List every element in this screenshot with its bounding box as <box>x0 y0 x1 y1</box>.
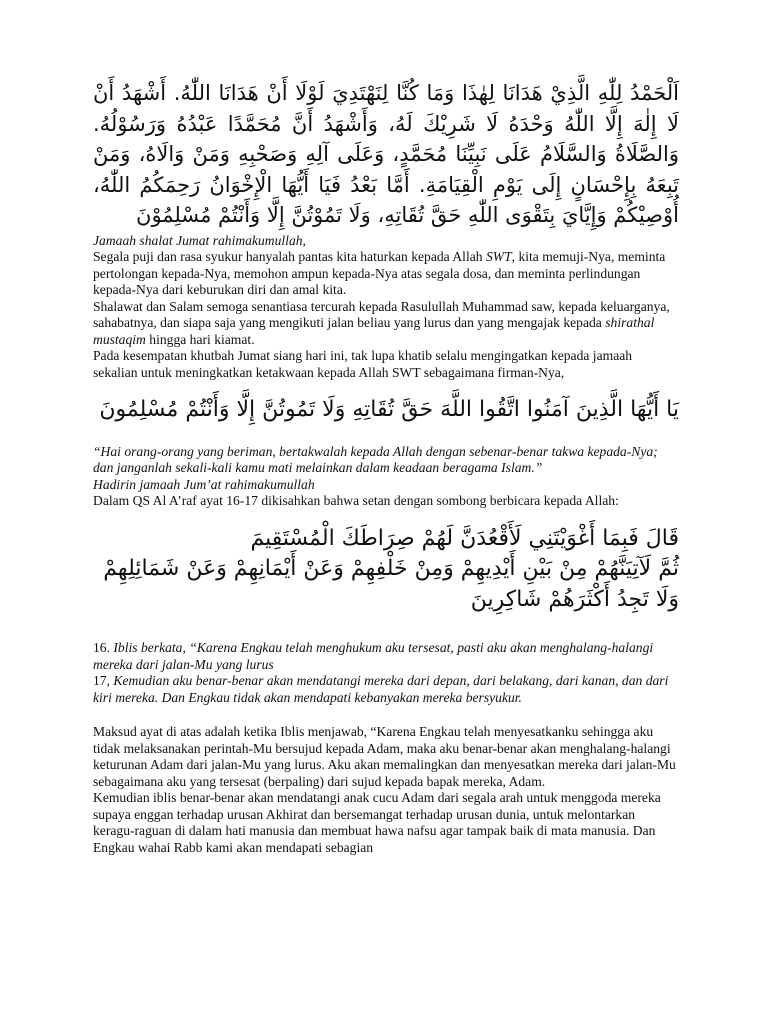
spacer <box>93 426 679 444</box>
spacer <box>93 706 679 724</box>
arabic-al-araf-line-2: ثُمَّ لَآتِيَنَّهُمْ مِنْ بَيْنِ أَيْدِيهِمْ وَمِنْ خَلْفِهِمْ وَعَنْ أَيْمَانِهِمْ وَعَنْ شَمَائِلِهِمْ <box>103 556 679 581</box>
spacer <box>93 615 679 640</box>
intro-al-araf: Dalam QS Al A’raf ayat 16-17 dikisahkan bahwa setan dengan sombong berbicara kepada Allah: <box>93 493 619 508</box>
shirathal-mustaqim-term: shirathal mustaqim <box>93 315 655 347</box>
paragraph-shalawat-text-a: Shalawat dan Salam semoga senantiasa tercurah kepada Rasulullah Muhammad saw, kepada keluarganya, sahabatnya, dan siapa saja yang mengikuti jalan beliau yang lurus dan yang mengajak kepada <box>93 298 670 330</box>
verse-number: 17, <box>93 673 114 688</box>
verse-17-text: Kemudian aku benar-benar akan mendatangi mereka dari depan, dari belakang, dari kanan, dan dari kiri mereka. Dan Engkau tidak akan mendapati kebanyakan mereka bersyukur. <box>93 673 669 705</box>
arabic-verse-ali-imran: يَا أَيُّهَا الَّذِينَ آمَنُوا اتَّقُوا اللَّهَ حَقَّ تُقَاتِهِ وَلَا تَمُوتُنَّ إِلَّا وَأَنْتُمْ مُسْلِمُونَ <box>99 397 679 422</box>
arabic-al-araf-line-1: قَالَ فَبِمَا أَغْوَيْتَنِي لَأَقْعُدَنَّ لَهُمْ صِرَاطَكَ الْمُسْتَقِيمَ <box>250 525 679 551</box>
paragraph-shalawat-text-b: hingga hari kiamat. <box>145 331 255 347</box>
paragraph-shalawat <box>93 299 679 349</box>
spacer <box>93 381 679 395</box>
paragraph-khutbah-intro: Pada kesempatan khutbah Jumat siang hari ini, tak lupa khatib selalu mengingatkan kepada jamaah sekalian untuk meningkatkan ketakwaan kepada Allah SWT sebagaimana firman-Nya, <box>93 348 633 380</box>
paragraph-praise-text-a: Segala puji dan rasa syukur hanyalah pantas kita haturkan kepada Allah <box>93 249 486 264</box>
explanation-paragraph-2: Kemudian iblis benar-benar akan mendatangi anak cucu Adam dari segala arah untuk menggoda mereka supaya enggan terhadap urusan Akhirat dan bersemangat terhadap urusan dunia, untuk melontarkan keragu-raguan di dalam hati manusia dan membuat hawa nafsu agar tampak baik di mata manusia. Dan Engkau wahai Rabb kami akan mendapati sebagian <box>93 790 661 855</box>
swt-term: SWT <box>485 249 512 264</box>
translation-verse-17 <box>93 673 679 706</box>
salutation: Jamaah shalat Jumat rahimakumullah, <box>93 232 306 248</box>
spacer <box>93 510 679 524</box>
salutation-hadirin: Hadirin jamaah Jum’at rahimakumullah <box>93 476 315 492</box>
translation-ali-imran: “Hai orang-orang yang beriman, bertakwalah kepada Allah dengan sebenar-benar takwa kepada-Nya; dan janganlah sekali-kali kamu mati melainkan dalam keadaan beragama Islam.” <box>93 443 658 475</box>
verse-number: 16. <box>93 640 114 655</box>
translation-verse-16 <box>93 640 679 673</box>
paragraph-praise <box>93 249 679 299</box>
document-page <box>93 78 679 856</box>
arabic-al-araf-line-3: وَلَا تَجِدُ أَكْثَرَهُمْ شَاكِرِينَ <box>470 586 679 612</box>
verse-16-text: Iblis berkata, “Karena Engkau telah menghukum aku tersesat, pasti aku akan menghalang-halangi mereka dari jalan-Mu yang lurus <box>93 640 654 672</box>
paragraph-praise-text-b: , kita memuji-Nya, meminta pertolongan kepada-Nya, memohon ampun kepada-Nya atas segala dosa, dan meminta perlindungan kepada-Nya dari keburukan diri dan amal kita. <box>93 249 666 297</box>
explanation-paragraph-1: Maksud ayat di atas adalah ketika Iblis menjawab, “Karena Engkau telah menyesatkanku sehingga aku tidak melaksanakan perintah-Mu bersujud kepada Adam, maka aku benar-benar akan menghalang-halangi keturunan Adam dari jalan-Mu yang lurus. Aku akan memalingkan dan menyesatkan mereka dari jalan-Mu sebagaimana aku yang tersesat (berpaling) dari sujud kepada bapak mereka, Adam. <box>93 724 676 789</box>
arabic-opening-prayer: اَلْحَمْدُ لِلّٰهِ الَّذِيْ هَدَانَا لِهٰذَا وَمَا كُنَّا لِنَهْتَدِيَ لَوْلَا أَنْ هَدَانَا اللّٰهُ. أَشْهَدُ أَنْ لَا إِلٰهَ إِلَّا اللّٰهُ وَحْدَهُ لَا شَرِيْكَ لَهُ، وَأَشْهَدُ أَنَّ مُحَمَّدًا عَبْدُهُ وَرَسُوْلُهُ. وَالصَّلَاةُ وَالسَّلَامُ عَلَى نَبِيِّنَا مُحَمَّدٍ، وَعَلَى آلِهِ وَصَحْبِهِ وَمَنْ وَالَاهُ، وَمَنْ تَبِعَهُ بِإِحْسَانٍ إِلَى يَوْمِ الْقِيَامَةِ. أَمَّا بَعْدُ فَيَا أَيُّهَا الْإِخْوَانُ رَحِمَكُمُ اللّٰهُ، أُوْصِيْكُمْ وَإِيَّايَ بِتَقْوَى اللّٰهِ حَقَّ تُقَاتِهِ، وَلَا تَمُوْتُنَّ إِلَّا وَأَنْتُمْ مُسْلِمُوْنَ <box>93 81 679 227</box>
